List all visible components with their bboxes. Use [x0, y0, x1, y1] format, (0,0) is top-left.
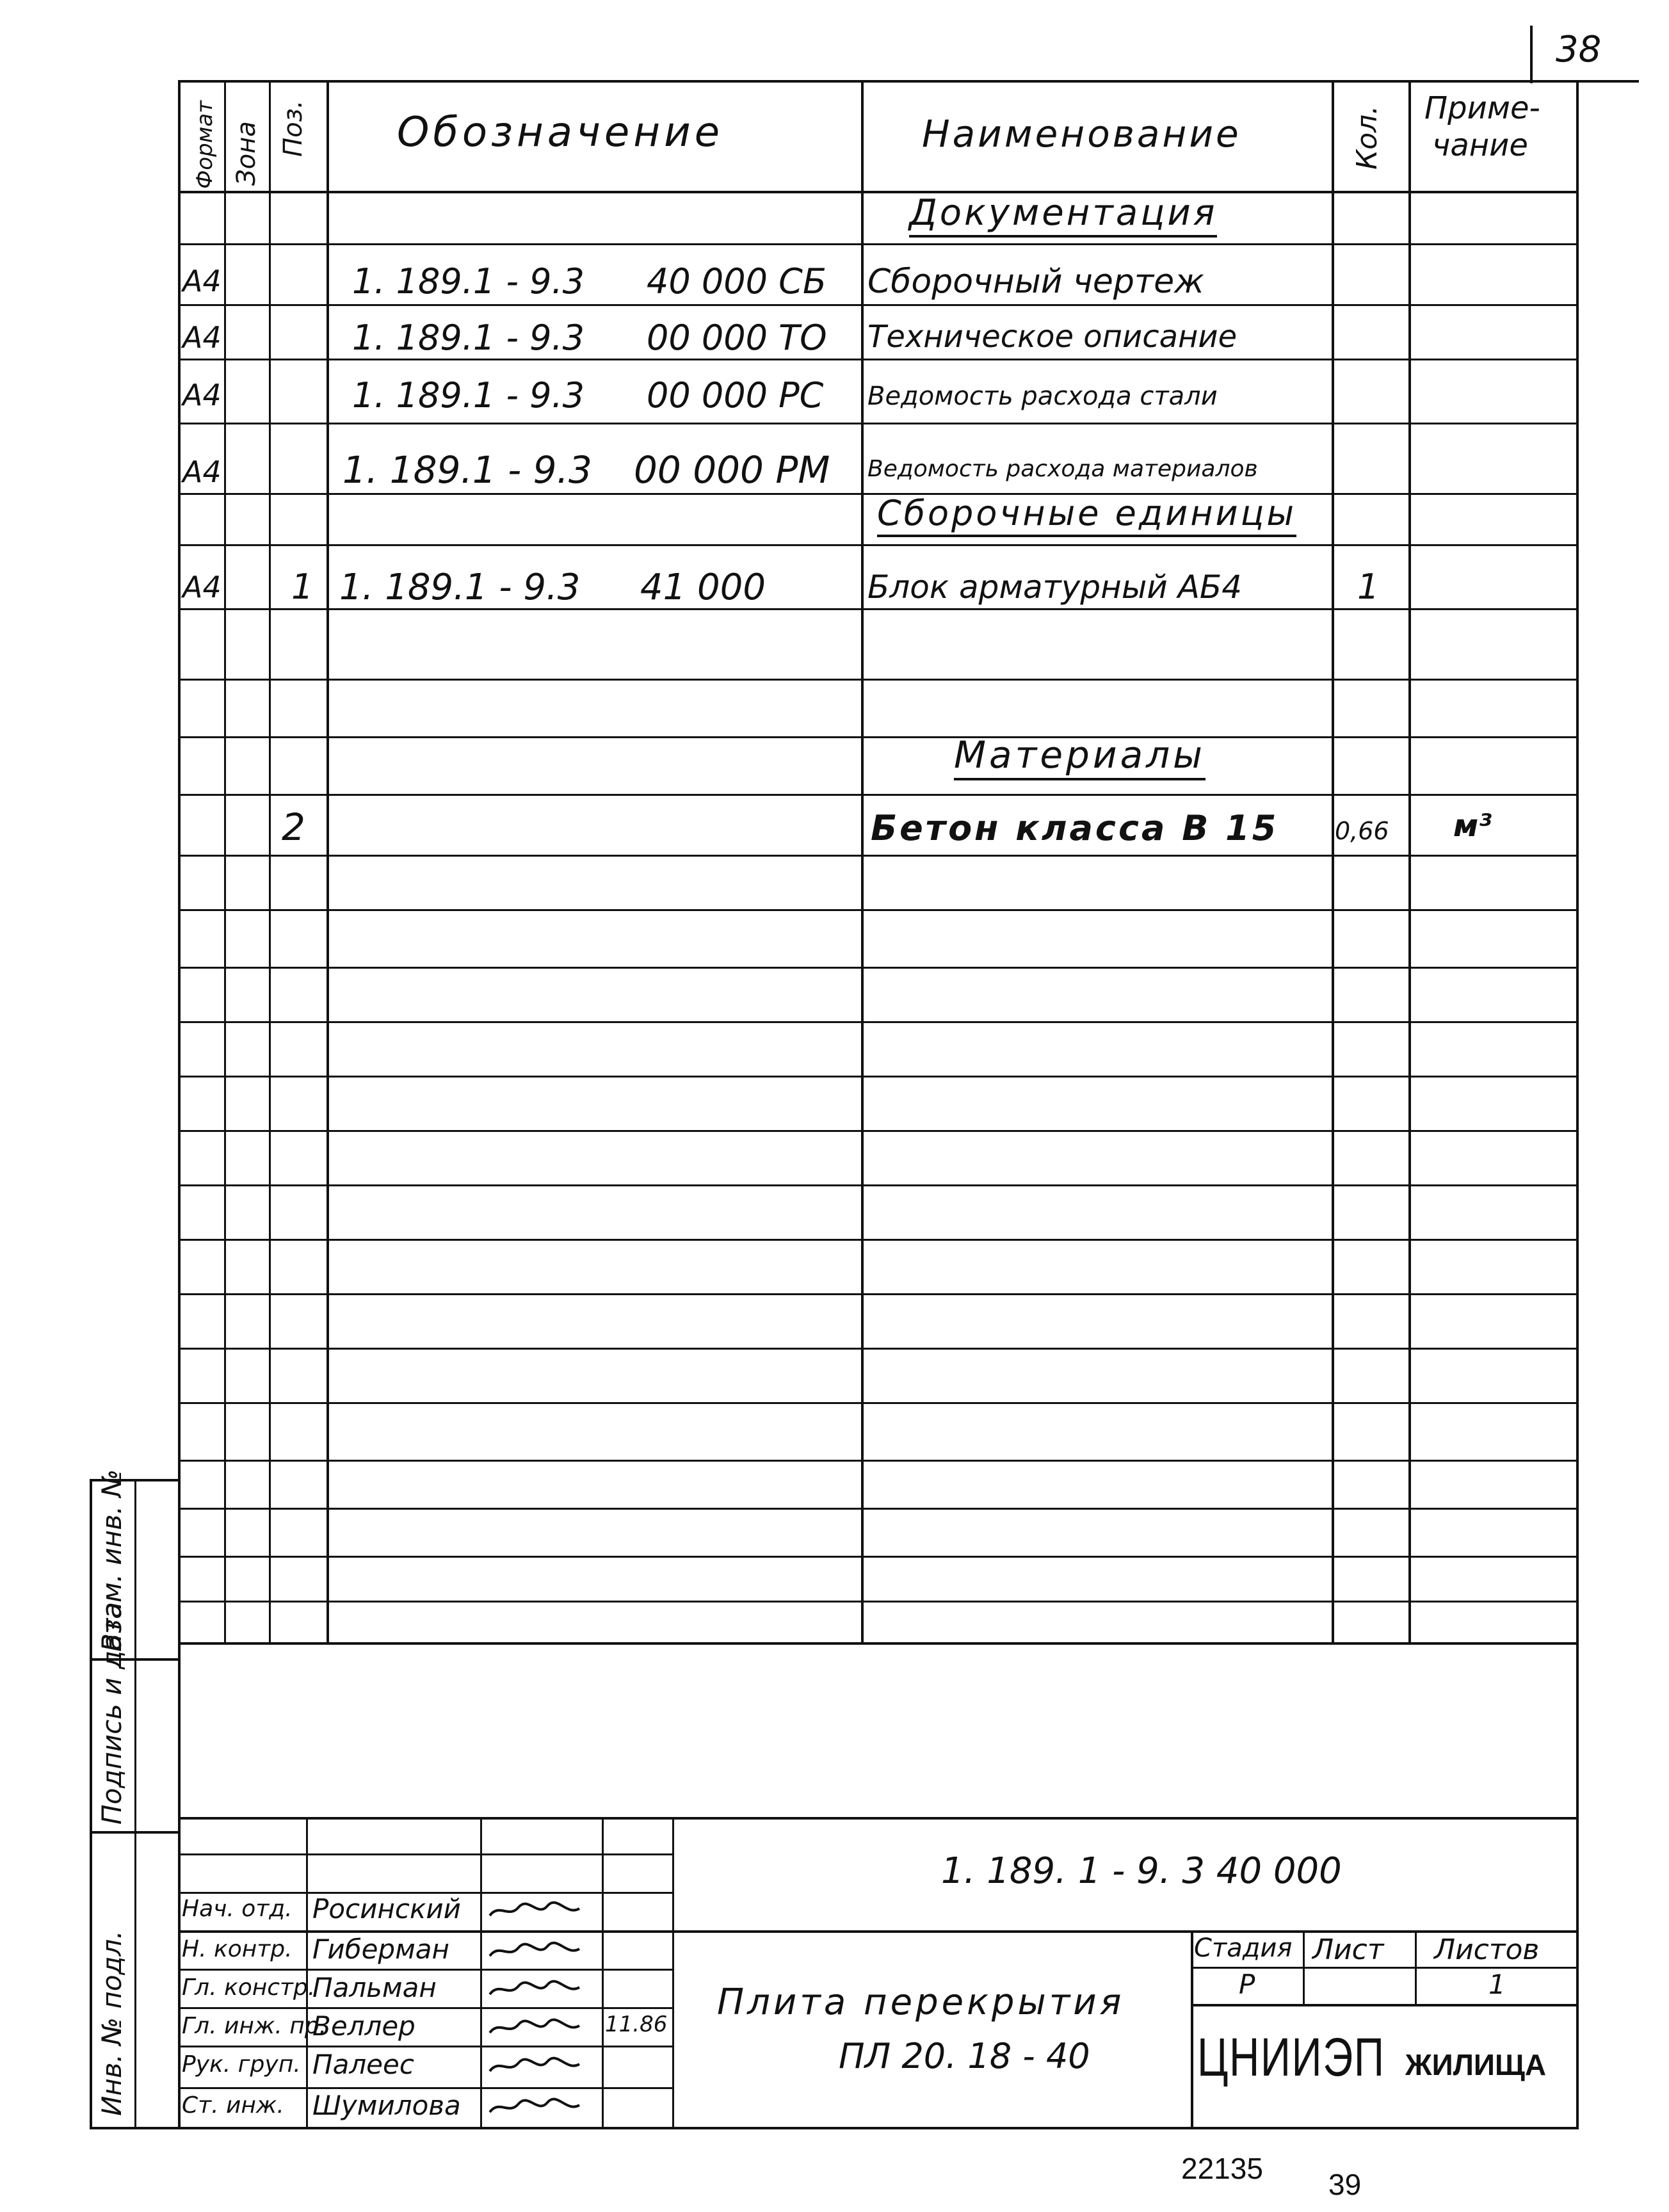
row-document-code: 41 000	[640, 567, 766, 608]
row-qty: 0,66	[1335, 817, 1389, 845]
row-separator	[178, 1184, 1579, 1186]
row-name: Техническое описание	[867, 319, 1238, 355]
header-name: Наименование	[922, 112, 1241, 156]
header-note	[1424, 90, 1540, 164]
signature-name: Палеес	[312, 2049, 414, 2080]
row-format: А4	[182, 320, 222, 355]
row-name: Ведомость расхода материалов	[867, 456, 1258, 482]
row-separator	[178, 544, 1579, 546]
frame-left-line	[178, 80, 181, 2129]
sheet-label: Лист	[1312, 1933, 1384, 1966]
header-qty: Кол.	[1351, 105, 1383, 170]
tb-line	[178, 1930, 1579, 1933]
stamp-signature-date: Подпись и дата	[96, 1602, 127, 1825]
row-separator	[178, 909, 1579, 911]
row-separator	[178, 1021, 1579, 1023]
organization-sub: ЖИЛИЩА	[1405, 2048, 1547, 2081]
tb-line	[480, 1817, 482, 2127]
tb-line	[178, 1969, 672, 1971]
col-line-note	[1408, 80, 1411, 1642]
titleblock-top-line	[178, 1817, 1579, 1820]
side-stamp-left-line	[90, 1479, 92, 2129]
col-line-zone	[224, 80, 226, 1642]
col-line-name	[861, 80, 864, 1642]
row-format: А4	[182, 455, 222, 489]
table-top-line	[178, 80, 1579, 83]
tb-line	[178, 2007, 672, 2009]
header-zone: Зона	[232, 121, 261, 186]
row-separator	[178, 736, 1579, 738]
signature-name: Шумилова	[312, 2090, 461, 2121]
col-line-designation	[327, 80, 329, 1642]
row-separator	[178, 1402, 1579, 1404]
signature-name: Гиберман	[312, 1933, 449, 1965]
row-separator	[178, 423, 1579, 424]
document-code: 1. 189. 1 - 9. 3 40 000	[941, 1850, 1342, 1892]
tb-line	[178, 2087, 672, 2089]
stamp-vzam-inv: Взам. инв. №	[96, 1469, 127, 1652]
signature-role: Рук. груп.	[182, 2051, 301, 2078]
table-bottom-line	[178, 1642, 1579, 1645]
handwritten-signature	[487, 1940, 583, 1962]
handwritten-signature	[487, 2096, 583, 2118]
row-separator	[178, 608, 1579, 610]
row-format: А4	[182, 378, 222, 412]
row-document-code: 40 000 СБ	[647, 261, 826, 302]
sheet-number-divider	[1530, 26, 1533, 83]
row-designation: 1. 189.1 - 9.3	[352, 318, 585, 358]
stage-value: Р	[1239, 1969, 1255, 2000]
row-qty: 1	[1357, 567, 1380, 607]
row-name: Ведомость расхода стали	[867, 382, 1218, 411]
frame-right-line	[1576, 80, 1579, 2129]
row-separator	[178, 1239, 1579, 1241]
side-stamp-line	[90, 1831, 179, 1834]
row-separator	[178, 359, 1579, 360]
row-separator	[178, 1556, 1579, 1558]
stamp-inv-original: Инв. № подл.	[96, 1930, 127, 2116]
handwritten-signature	[487, 2055, 583, 2077]
header-note-line2: чание	[1432, 127, 1528, 163]
tb-line	[178, 2046, 672, 2047]
section-materials: Материалы	[954, 733, 1205, 780]
signature-role: Н. контр.	[182, 1936, 293, 1962]
side-stamp-divider-line	[134, 1479, 136, 2129]
signature-role: Гл. инж. пр.	[182, 2013, 327, 2039]
approval-date: 11.86	[605, 2012, 668, 2037]
row-separator	[178, 1130, 1579, 1132]
row-separator	[178, 855, 1579, 857]
row-separator	[178, 794, 1579, 796]
row-pos: 1	[291, 567, 314, 607]
section-documentation: Документация	[909, 192, 1217, 238]
header-pos: Поз.	[278, 100, 308, 157]
organization-logo: ЦНИИЭП	[1197, 2027, 1385, 2087]
row-separator	[178, 1293, 1579, 1295]
signature-role: Гл. констр.	[182, 1974, 316, 2001]
header-designation: Обозначение	[397, 109, 724, 156]
row-format: А4	[182, 264, 222, 298]
product-title: Плита перекрытия	[717, 1982, 1125, 2023]
tb-line	[672, 1817, 674, 2127]
row-designation: 1. 189.1 - 9.3	[352, 375, 585, 416]
page-number: 39	[1328, 2168, 1362, 2201]
stage-label: Стадия	[1194, 1933, 1293, 1963]
row-separator	[178, 243, 1579, 245]
signature-name: Веллер	[312, 2010, 415, 2042]
row-separator	[178, 679, 1579, 681]
col-line-pos	[269, 80, 271, 1642]
frame-bottom-line	[178, 2127, 1579, 2129]
row-separator	[178, 304, 1579, 306]
sheets-value: 1	[1488, 1969, 1506, 2000]
row-separator	[178, 1508, 1579, 1510]
archive-number: 22135	[1181, 2152, 1263, 2185]
product-code: ПЛ 20. 18 - 40	[839, 2036, 1090, 2076]
handwritten-signature	[487, 1900, 583, 1921]
header-bottom-line	[178, 191, 1579, 193]
header-format: Формат	[192, 101, 218, 189]
row-separator	[178, 967, 1579, 969]
row-separator	[178, 1601, 1579, 1602]
row-separator	[178, 1076, 1579, 1078]
row-designation: 1. 189.1 - 9.3	[352, 261, 585, 302]
row-document-code: 00 000 ТО	[647, 318, 827, 358]
row-format: А4	[182, 570, 222, 604]
sheet-number-top: 38	[1556, 29, 1602, 70]
row-note: м³	[1453, 808, 1492, 844]
tb-line	[602, 1817, 604, 2127]
row-name: Сборочный чертеж	[867, 262, 1204, 301]
tb-line	[1191, 2004, 1576, 2006]
row-separator	[178, 1460, 1579, 1462]
row-designation: 1. 189.1 - 9.3	[339, 567, 581, 608]
row-pos: 2	[282, 805, 305, 849]
signature-name: Пальман	[312, 1972, 437, 2003]
handwritten-signature	[487, 1978, 583, 2000]
handwritten-signature	[487, 2017, 583, 2038]
signature-role: Ст. инж.	[182, 2092, 284, 2119]
side-stamp-bottom-line	[90, 2127, 179, 2129]
row-name: Блок арматурный АБ4	[867, 569, 1243, 606]
col-line-qty	[1332, 80, 1334, 1642]
sheets-label: Листов	[1434, 1933, 1540, 1966]
tb-line	[306, 1817, 308, 2127]
row-name: Бетон класса В 15	[871, 808, 1279, 848]
signature-role: Нач. отд.	[182, 1896, 293, 1922]
row-designation: 1. 189.1 - 9.3	[343, 448, 592, 492]
tb-line	[178, 1853, 672, 1855]
signature-name: Росинский	[312, 1893, 461, 1925]
row-separator	[178, 1348, 1579, 1350]
section-assembly-units: Сборочные единицы	[877, 493, 1296, 537]
tb-line	[1191, 1930, 1193, 2127]
row-document-code: 00 000 РМ	[634, 448, 830, 492]
row-document-code: 00 000 РС	[647, 375, 824, 416]
header-note-line1: Приме-	[1424, 90, 1540, 126]
